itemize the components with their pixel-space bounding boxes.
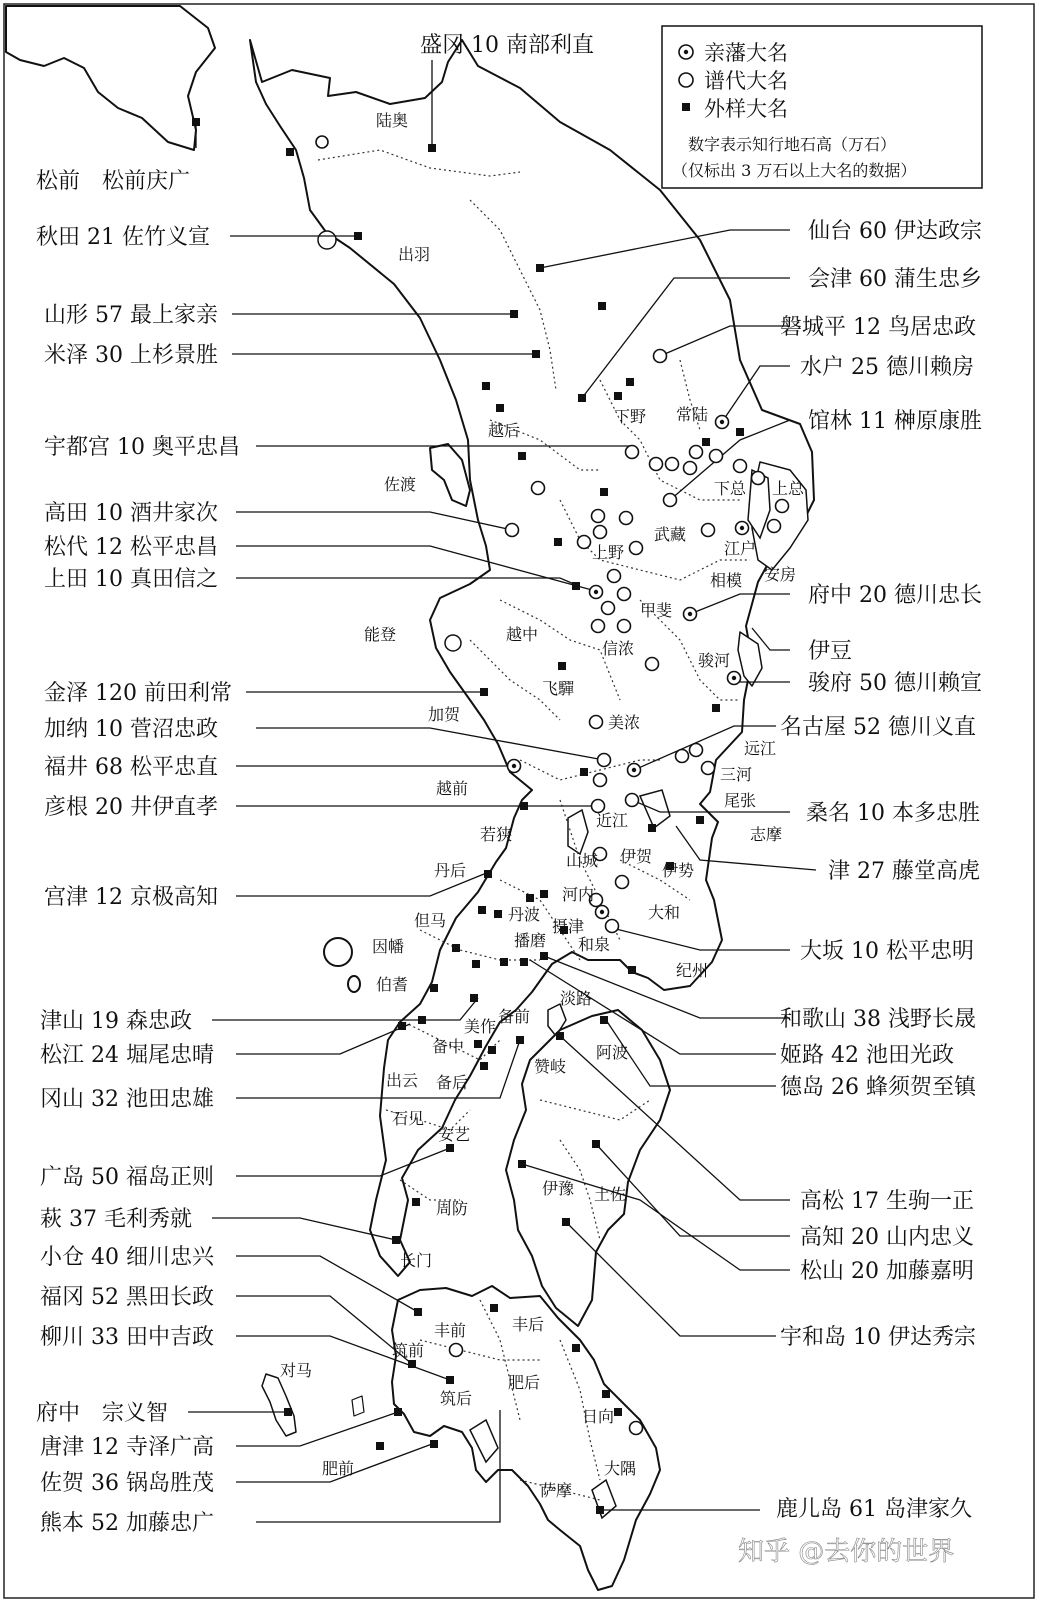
fudai-marker: [676, 750, 689, 763]
province-satsuma: 萨摩: [540, 1481, 573, 1500]
tozama-marker: [518, 1160, 526, 1168]
province-hyuga: 日向: [582, 1407, 615, 1426]
callout-aizu: 会津 60 蒲生忠乡: [808, 267, 982, 292]
callout-osaka: 大坂 10 松平忠明: [800, 939, 974, 964]
fudai-marker: [626, 446, 639, 459]
circle-icon: [679, 73, 693, 87]
province-bungo: 丰后: [512, 1315, 545, 1334]
tozama-marker: [446, 1144, 454, 1152]
callout-takamatsu: 高松 17 生驹一正: [800, 1189, 974, 1214]
tozama-marker: [520, 802, 528, 810]
tozama-marker: [428, 144, 436, 152]
fudai-marker: [616, 876, 629, 889]
tozama-marker: [520, 958, 528, 966]
fudai-marker: [734, 460, 747, 473]
callout-yamagata: 山形 57 最上家亲: [44, 303, 218, 328]
tozama-marker: [602, 1390, 610, 1398]
fudai-marker: [666, 458, 679, 471]
tozama-marker: [392, 1236, 400, 1244]
fudai-marker: [592, 510, 605, 523]
fudai-marker: [650, 458, 663, 471]
fudai-marker: [316, 136, 328, 148]
callout-utsunomiya: 宇都宫 10 奥平忠昌: [44, 435, 240, 460]
fudai-marker: [598, 754, 611, 767]
legend-item-tozama: 外样大名: [704, 97, 788, 121]
callout-himeji: 姬路 42 池田光政: [780, 1043, 954, 1068]
callout-tsu: 津 27 藤堂高虎: [828, 859, 980, 884]
callout-hiroshima: 广岛 50 福岛正则: [40, 1165, 214, 1190]
legend-note-2: （仅标出 3 万石以上大名的数据）: [672, 161, 917, 180]
shinpan-marker: [596, 906, 609, 919]
province-shimousa: 下总: [714, 479, 747, 498]
province-sado: 佐渡: [384, 475, 417, 494]
province-kai: 甲斐: [640, 601, 673, 620]
province-mikawa: 三河: [720, 765, 753, 784]
province-awaji: 淡路: [560, 989, 593, 1008]
tozama-marker: [446, 1376, 454, 1384]
fudai-marker: [618, 588, 631, 601]
province-chikugo: 筑后: [440, 1389, 473, 1408]
tozama-marker: [736, 428, 744, 436]
land-goto: [352, 1396, 364, 1416]
land-hokkaido: [6, 6, 215, 150]
province-chikuzen: 筑前: [392, 1341, 425, 1360]
tozama-marker: [484, 870, 492, 878]
province-izumo: 出云: [386, 1071, 419, 1090]
callout-karatsu: 唐津 12 寺泽广高: [40, 1435, 214, 1460]
land-oki-1: [324, 938, 352, 966]
fudai-marker: [594, 774, 607, 787]
province-mimasaka: 美作: [464, 1017, 497, 1036]
tozama-marker: [532, 350, 540, 358]
province-izumi: 和泉: [578, 935, 611, 954]
tozama-marker: [480, 1062, 488, 1070]
province-dewa: 出羽: [398, 245, 431, 264]
callout-hagi: 萩 37 毛利秀就: [40, 1207, 192, 1232]
province-aki: 安艺: [438, 1125, 471, 1144]
fudai-marker: [752, 472, 765, 485]
callout-yonezawa: 米泽 30 上杉景胜: [44, 343, 218, 368]
fudai-marker: [684, 462, 697, 475]
province-hida: 飞驒: [542, 679, 575, 698]
callout-wakayama: 和歌山 38 浅野长晟: [780, 1007, 976, 1032]
tozama-marker: [702, 438, 710, 446]
tozama-marker: [614, 392, 622, 400]
shinpan-marker: [508, 760, 521, 773]
tozama-marker: [496, 404, 504, 412]
province-iwami-1: 石见: [392, 1109, 425, 1128]
legend-item-shinpan: 亲藩大名: [704, 41, 788, 65]
province-suo: 周防: [436, 1199, 469, 1218]
tozama-marker: [488, 1046, 496, 1054]
tozama-marker: [696, 816, 704, 824]
callout-mito: 水户 25 德川赖房: [800, 355, 974, 380]
callout-miyazu: 宫津 12 京极高知: [44, 885, 218, 910]
callout-izu: 伊豆: [808, 639, 853, 664]
province-awa: 阿波: [596, 1043, 629, 1062]
province-hitachi: 常陆: [676, 405, 709, 424]
fudai-marker: [646, 658, 659, 671]
callout-fuchu-tsushima: 府中: [36, 1401, 81, 1426]
province-echigo: 越后: [488, 421, 521, 440]
tozama-marker: [526, 894, 534, 902]
province-shinano: 信浓: [602, 639, 635, 658]
province-iga: 伊贺: [620, 847, 653, 866]
tozama-marker: [536, 264, 544, 272]
tozama-marker: [376, 1442, 384, 1450]
province-suruga: 骏河: [698, 651, 731, 670]
tozama-marker: [598, 302, 606, 310]
callout-kanazawa: 金泽 120 前田利常: [44, 681, 232, 706]
fudai-marker: [776, 500, 789, 513]
callout-nagoya: 名古屋 52 德川义直: [780, 715, 976, 740]
tozama-marker: [556, 1032, 564, 1040]
province-kazusa: 上总: [772, 479, 805, 498]
tozama-marker: [472, 960, 480, 968]
tozama-marker: [628, 966, 636, 974]
province-shimotsuke: 下野: [614, 407, 647, 426]
province-hizen: 肥前: [322, 1459, 355, 1478]
tozama-marker: [626, 378, 634, 386]
callout-tokushima: 德岛 26 蜂须贺至镇: [780, 1075, 976, 1100]
tozama-marker: [540, 890, 548, 898]
province-tamba: 丹波: [508, 905, 541, 924]
land-shikoku: [506, 1010, 670, 1326]
land-oki-2: [348, 976, 360, 992]
tozama-marker: [540, 952, 548, 960]
tozama-marker: [418, 1016, 426, 1024]
province-owari: 尾张: [724, 791, 757, 810]
province-noto: 能登: [364, 625, 397, 644]
callout-fukuoka: 福冈 52 黑田长政: [40, 1285, 214, 1310]
tozama-marker: [478, 906, 486, 914]
tozama-marker: [286, 148, 294, 156]
callout-tatebayashi: 馆林 11 榊原康胜: [808, 409, 982, 434]
fudai-marker: [690, 446, 703, 459]
province-bitchu: 备中: [432, 1037, 465, 1056]
tozama-marker: [554, 538, 562, 546]
shinpan-marker: [728, 672, 741, 685]
lake-inawashiro: [445, 635, 461, 651]
fudai-marker: [626, 794, 639, 807]
fudai-marker: [710, 450, 723, 463]
province-musashi: 武藏: [654, 525, 687, 544]
callout-kochi: 高知 20 山内忠义: [800, 1225, 974, 1250]
province-bizen: 备前: [498, 1007, 531, 1026]
province-kozuke: 上野: [592, 543, 625, 562]
province-osumi: 大隅: [604, 1459, 637, 1478]
province-mutsu: 陆奥: [376, 111, 409, 130]
province-awa-e: 安房: [764, 565, 797, 584]
callout-yanagawa: 柳川 33 田中吉政: [40, 1325, 214, 1350]
province-tosa: 土佐: [594, 1185, 627, 1204]
fudai-marker: [602, 602, 615, 615]
legend-note-1: 数字表示知行地石高（万石）: [688, 135, 897, 154]
callout-kagoshima: 鹿儿岛 61 岛津家久: [776, 1497, 972, 1522]
tozama-marker: [518, 452, 526, 460]
fudai-marker: [630, 542, 643, 555]
callout-sunpu: 骏府 50 德川赖宣: [808, 671, 982, 696]
callout-uwajima: 宇和岛 10 伊达秀宗: [780, 1325, 976, 1350]
callout-kuwana: 桑名 10 本多忠胜: [806, 801, 980, 826]
callout-kano: 加纳 10 菅沼忠政: [44, 717, 218, 742]
callout-kokura: 小仓 40 细川忠兴: [40, 1245, 214, 1270]
callout-kumamoto: 熊本 52 加藤忠广: [40, 1511, 214, 1536]
legend-item-fudai: 谱代大名: [704, 69, 788, 93]
tozama-marker: [600, 488, 608, 496]
province-tajima: 但马: [414, 911, 447, 930]
fudai-marker: [620, 512, 633, 525]
square-icon: [682, 103, 690, 111]
callout-fuchu: 府中 20 德川忠长: [808, 583, 982, 608]
province-harima: 播磨: [514, 931, 547, 950]
callout-iwakitaira: 磐城平 12 鸟居忠政: [780, 315, 976, 340]
province-totomi: 远江: [744, 739, 777, 758]
fudai-marker: [654, 350, 667, 363]
shinpan-marker: [736, 522, 749, 535]
fudai-marker: [606, 920, 619, 933]
lake-akita: [318, 231, 336, 249]
province-buzen: 丰前: [434, 1321, 467, 1340]
tozama-marker: [614, 1408, 622, 1416]
province-yamato: 大和: [648, 903, 681, 922]
legend: [662, 26, 982, 188]
province-omi: 近江: [596, 811, 629, 830]
shinpan-marker: [684, 608, 697, 621]
province-kaga: 加贺: [428, 705, 461, 724]
fudai-marker: [618, 620, 631, 633]
province-hoki: 伯耆: [376, 975, 409, 994]
province-mino: 美浓: [608, 713, 641, 732]
callout-matsue: 松江 24 堀尾忠晴: [40, 1043, 214, 1068]
shinpan-marker: [628, 764, 641, 777]
province-nagato: 长门: [400, 1251, 433, 1270]
callout-matsumae-lord: 松前庆广: [102, 169, 191, 194]
tozama-marker: [490, 1304, 498, 1312]
fudai-marker: [608, 570, 621, 583]
tozama-marker: [712, 704, 720, 712]
province-kii: 纪州: [676, 961, 709, 980]
tozama-marker: [516, 1036, 524, 1044]
fudai-marker: [630, 1422, 643, 1435]
tozama-marker: [408, 1360, 416, 1368]
province-etchu: 越中: [506, 625, 539, 644]
callout-hikone: 彦根 20 井伊直孝: [44, 795, 218, 820]
tozama-marker: [414, 1308, 422, 1316]
province-iyo: 伊豫: [542, 1179, 575, 1198]
fudai-marker: [450, 1344, 463, 1357]
fudai-marker: [702, 762, 715, 775]
province-sanuki: 赞岐: [534, 1057, 567, 1076]
fudai-marker: [702, 524, 715, 537]
fudai-marker: [690, 744, 703, 757]
shinpan-marker: [590, 586, 603, 599]
callout-fuchu-tsushima-lord: 宗义智: [102, 1401, 169, 1426]
fudai-marker: [506, 524, 519, 537]
tozama-marker: [354, 232, 362, 240]
tozama-marker: [430, 1440, 438, 1448]
tozama-marker: [648, 824, 656, 832]
callout-matsushiro: 松代 12 松平忠昌: [44, 535, 218, 560]
province-higo: 肥后: [508, 1373, 541, 1392]
tozama-marker: [572, 582, 580, 590]
land-tsushima: [262, 1374, 296, 1436]
fudai-marker: [768, 520, 781, 533]
tozama-marker: [474, 1040, 482, 1048]
callout-okayama: 冈山 32 池田忠雄: [40, 1087, 214, 1112]
province-tango: 丹后: [434, 861, 467, 880]
callout-akita: 秋田 21 佐竹义宣: [36, 225, 210, 250]
tozama-marker: [494, 910, 502, 918]
callout-takada: 高田 10 酒井家次: [44, 501, 218, 526]
tozama-marker: [572, 1344, 580, 1352]
province-bingo: 备后: [436, 1073, 469, 1092]
tozama-marker: [600, 1016, 608, 1024]
tozama-marker: [500, 958, 508, 966]
tozama-marker: [558, 662, 566, 670]
tozama-marker: [562, 1218, 570, 1226]
province-tsushima: 对马: [280, 1361, 313, 1380]
tozama-marker: [452, 944, 460, 952]
callout-ueda: 上田 10 真田信之: [44, 567, 218, 592]
fudai-marker: [590, 716, 603, 729]
callout-saga: 佐贺 36 锅岛胜茂: [40, 1471, 214, 1496]
callout-fukui: 福井 68 松平忠直: [44, 755, 218, 780]
callout-tsuyama: 津山 19 森忠政: [40, 1009, 192, 1034]
tozama-marker: [394, 1408, 402, 1416]
province-wakasa: 若狭: [480, 825, 513, 844]
callout-morioka: 盛冈 10 南部利直: [420, 33, 594, 58]
fudai-marker: [664, 494, 677, 507]
shinpan-marker: [716, 416, 729, 429]
tozama-marker: [482, 382, 490, 390]
province-shima: 志摩: [750, 825, 783, 844]
tozama-marker: [192, 118, 200, 126]
province-inaba: 因幡: [372, 937, 405, 956]
tozama-marker: [430, 984, 438, 992]
tozama-marker: [596, 1506, 604, 1514]
watermark: 知乎 @去你的世界: [738, 1537, 955, 1567]
province-ise: 伊势: [662, 861, 695, 880]
callout-matsuyama: 松山 20 加藤嘉明: [800, 1259, 974, 1284]
province-echizen: 越前: [436, 779, 469, 798]
tozama-marker: [510, 310, 518, 318]
tozama-marker: [398, 1022, 406, 1030]
fudai-marker: [532, 482, 545, 495]
tozama-marker: [284, 1408, 292, 1416]
fudai-marker: [592, 620, 605, 633]
tozama-marker: [580, 768, 588, 776]
province-kawachi: 河内: [562, 885, 595, 904]
land-sado: [430, 444, 470, 506]
tozama-marker: [470, 994, 478, 1002]
tozama-marker: [578, 394, 586, 402]
callout-matsumae: 松前: [36, 169, 81, 194]
dot-circle-icon-center: [684, 50, 688, 54]
tozama-marker: [592, 1140, 600, 1148]
province-edo: 江户: [724, 539, 757, 558]
province-sagami: 相模: [710, 571, 743, 590]
province-yamashiro: 山城: [566, 851, 599, 870]
fudai-marker: [594, 526, 607, 539]
fudai-marker: [578, 536, 591, 549]
callout-sendai: 仙台 60 伊达政宗: [808, 219, 982, 244]
province-settsu: 摄津: [552, 917, 585, 936]
tozama-marker: [480, 688, 488, 696]
tozama-marker: [412, 1198, 420, 1206]
